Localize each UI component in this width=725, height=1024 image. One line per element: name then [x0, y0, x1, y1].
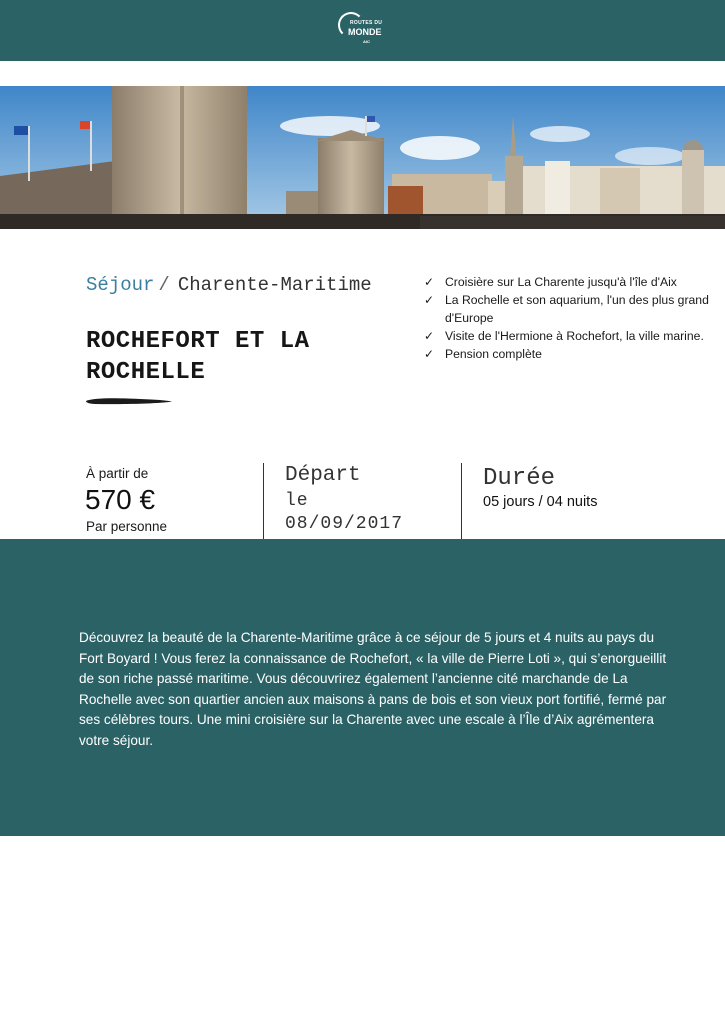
highlight-text: Pension complète: [445, 347, 542, 361]
logo-text-line3: AIC: [363, 39, 370, 44]
price-unit: Par personne: [86, 519, 168, 534]
header-band: [0, 0, 725, 61]
price-value: 570 €: [85, 484, 156, 515]
highlight-item: [424, 291, 709, 327]
highlight-text: La Rochelle et son aquarium, l'un des plus grand d'Europe: [445, 293, 709, 325]
trip-type: Séjour: [86, 274, 155, 296]
check-icon: ✓: [424, 293, 435, 307]
info-divider: [263, 463, 264, 539]
duration-title: Durée: [483, 465, 556, 492]
check-icon: ✓: [424, 347, 435, 361]
logo-text-line1: ROUTES DU: [350, 20, 383, 26]
routes-du-monde-logo[interactable]: [338, 12, 392, 50]
breadcrumb: [86, 274, 372, 296]
hero-image: [0, 86, 725, 229]
check-icon: ✓: [424, 275, 435, 289]
highlight-item: [424, 327, 709, 345]
departure-date: le 08/09/2017: [285, 491, 404, 534]
info-divider: [461, 463, 462, 539]
logo-text-line2: MONDE: [348, 27, 382, 37]
highlight-text: Croisière sur La Charente jusqu'à l'île d'Aix: [445, 275, 677, 289]
duration-value: 05 jours / 04 nuits: [483, 494, 598, 510]
price-label: À partir de: [86, 466, 149, 481]
trip-description: Découvrez la beauté de la Charente-Maritime grâce à ce séjour de 5 jours et 4 nuits au pays du Fort Boyard ! Vous ferez la connaissance de Rochefort, « la ville de Pierre Loti », qui s’enorgueillit de son riche passé maritime. Vous découvrirez également l’ancienne cité marchande de La Rochelle avec son quartier ancien aux maisons à pans de bois et son vieux port fortifié, fermé par ses célèbres tours. Une mini croisière sur la Charente avec une escale à l’Île d’Aix agrémentera votre séjour.: [79, 630, 667, 748]
departure-title: Départ: [285, 464, 361, 487]
highlight-text: Visite de l'Hermione à Rochefort, la ville marine.: [445, 329, 704, 343]
highlights-list: [424, 273, 709, 363]
trip-region: Charente-Maritime: [177, 274, 372, 296]
breadcrumb-separator: /: [158, 274, 170, 296]
highlight-item: [424, 345, 709, 363]
check-icon: ✓: [424, 329, 435, 343]
brush-stroke-divider: [85, 396, 173, 406]
highlight-item: [424, 273, 709, 291]
page-title: ROCHEFORT ET LA ROCHELLE: [86, 328, 310, 386]
